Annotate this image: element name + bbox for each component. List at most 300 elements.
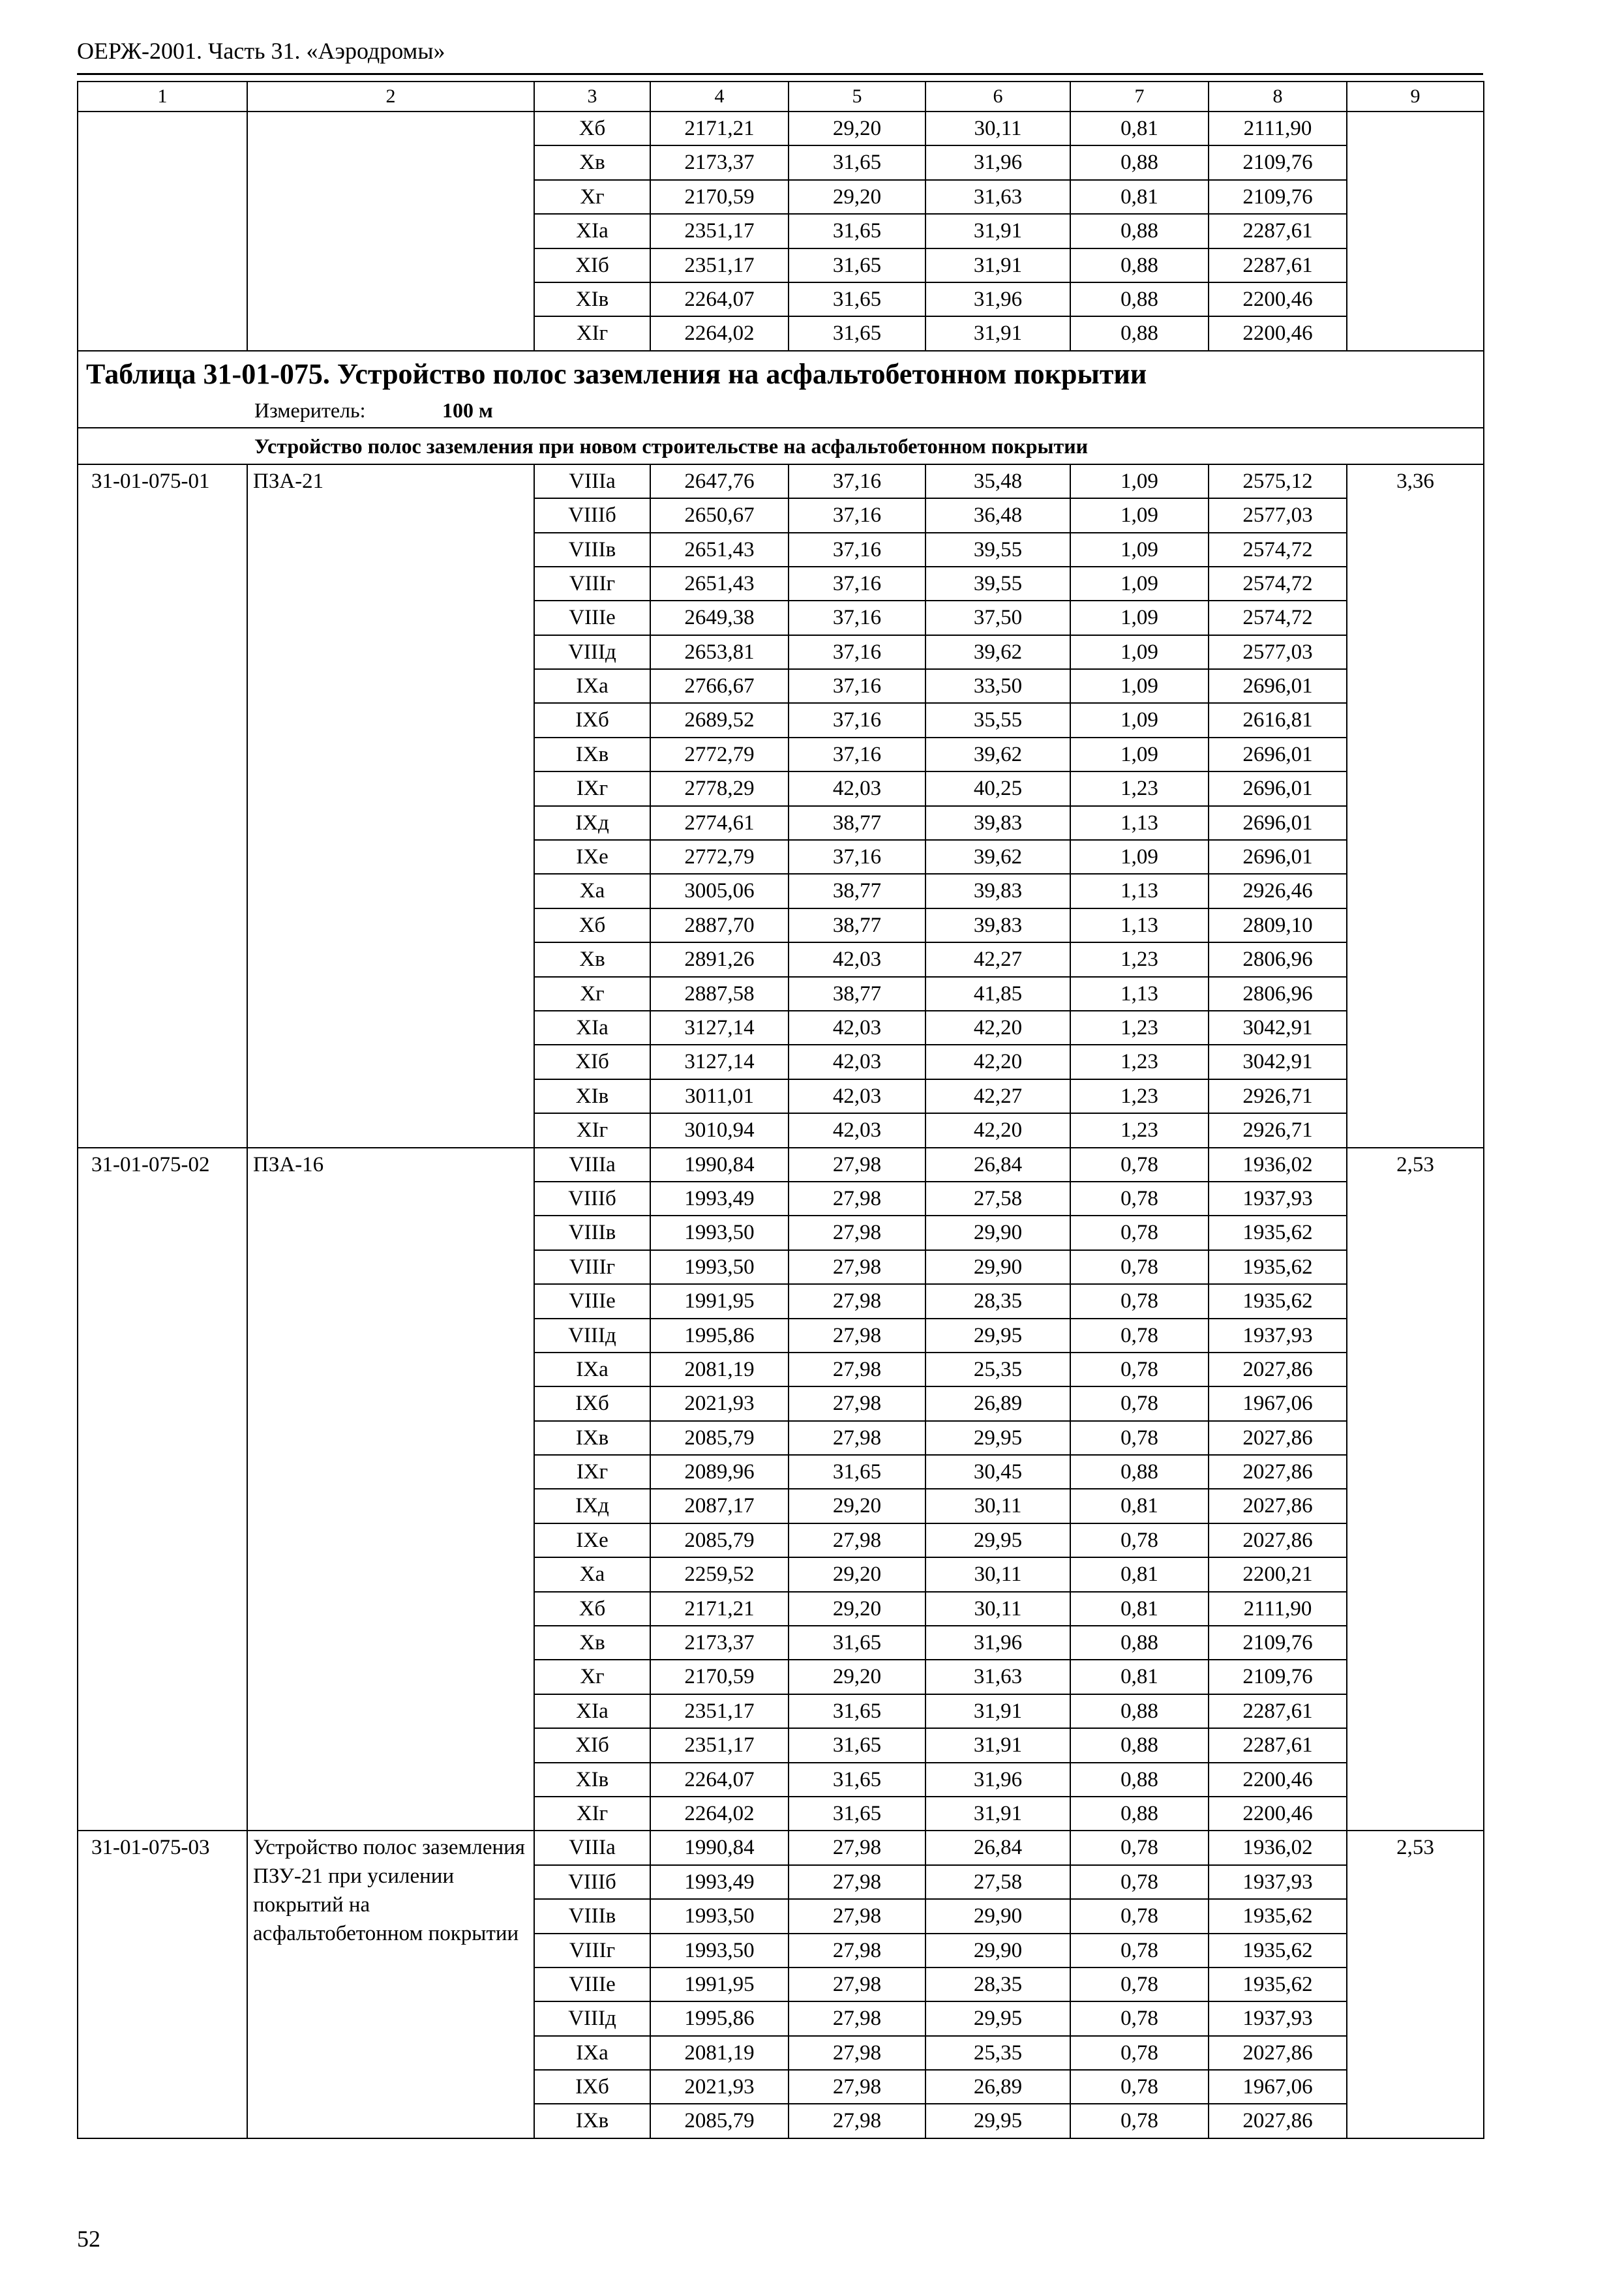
machinist-wages-cell: 1,09 [1070, 498, 1209, 532]
total-cost-cell: 1990,84 [650, 1831, 789, 1864]
materials-cell: 1967,06 [1209, 2070, 1347, 2104]
machines-cell: 27,58 [925, 1182, 1070, 1216]
unit-line [86, 397, 1483, 427]
zone-cell: IXа [534, 669, 650, 703]
materials-cell: 1937,93 [1209, 1319, 1347, 1353]
zone-cell: VIIIг [534, 1250, 650, 1284]
machines-cell: 39,83 [925, 874, 1070, 908]
total-cost-cell: 2081,19 [650, 1353, 789, 1386]
name-cell: Устройство полос заземления ПЗУ-21 при усилении покрытий на асфальтобетонном покрытии [247, 1831, 534, 2138]
wages-cell: 27,98 [789, 1353, 925, 1386]
running-header: ОЕРЖ-2001. Часть 31. «Аэродромы» [77, 38, 445, 64]
wages-cell: 42,03 [789, 1113, 925, 1147]
wages-cell: 37,16 [789, 601, 925, 635]
total-cost-cell: 3010,94 [650, 1113, 789, 1147]
column-number: 1 [78, 82, 247, 112]
machines-cell: 39,62 [925, 635, 1070, 669]
wages-cell: 31,65 [789, 316, 925, 350]
machinist-wages-cell: 1,13 [1070, 874, 1209, 908]
wages-cell: 27,98 [789, 2104, 925, 2138]
table-row [78, 1148, 1484, 1182]
header-rule [77, 73, 1483, 75]
machines-cell: 30,11 [925, 1592, 1070, 1626]
zone-cell: Xб [534, 112, 650, 145]
machines-cell: 42,27 [925, 1079, 1070, 1113]
zone-cell: XIв [534, 1079, 650, 1113]
wages-cell: 37,16 [789, 498, 925, 532]
code-cell [78, 112, 247, 351]
machines-cell: 30,11 [925, 112, 1070, 145]
wages-cell: 27,98 [789, 2070, 925, 2104]
zone-cell: VIIIг [534, 567, 650, 601]
materials-cell: 1967,06 [1209, 1386, 1347, 1420]
machinist-wages-cell: 1,09 [1070, 840, 1209, 874]
total-cost-cell: 2647,76 [650, 464, 789, 498]
total-cost-cell: 2264,07 [650, 282, 789, 316]
machinist-wages-cell: 1,13 [1070, 977, 1209, 1011]
machinist-wages-cell: 0,88 [1070, 1728, 1209, 1762]
column-number-row [78, 82, 1484, 112]
materials-cell: 2027,86 [1209, 1353, 1347, 1386]
zone-cell: VIIIа [534, 1831, 650, 1864]
machinist-wages-cell: 0,78 [1070, 1967, 1209, 2001]
wages-cell: 29,20 [789, 180, 925, 214]
zone-cell: IXг [534, 771, 650, 805]
machines-cell: 31,96 [925, 1626, 1070, 1660]
materials-cell: 2696,01 [1209, 738, 1347, 771]
wages-cell: 42,03 [789, 771, 925, 805]
total-cost-cell: 1993,49 [650, 1182, 789, 1216]
total-cost-cell: 2264,02 [650, 1797, 789, 1831]
materials-cell: 1935,62 [1209, 1967, 1347, 2001]
machinist-wages-cell: 1,23 [1070, 1045, 1209, 1079]
wages-cell: 27,98 [789, 1899, 925, 1933]
materials-cell: 1935,62 [1209, 1934, 1347, 1967]
zone-cell: IXв [534, 1421, 650, 1455]
total-cost-cell: 2259,52 [650, 1557, 789, 1591]
machines-cell: 26,84 [925, 1831, 1070, 1864]
column-number: 7 [1070, 82, 1209, 112]
zone-cell: VIIIб [534, 1865, 650, 1899]
rates-table [77, 81, 1484, 2139]
machinist-wages-cell: 0,88 [1070, 1763, 1209, 1797]
labor-cell: 2,53 [1347, 1148, 1484, 1831]
wages-cell: 37,16 [789, 464, 925, 498]
total-cost-cell: 2778,29 [650, 771, 789, 805]
zone-cell: IXд [534, 1489, 650, 1523]
wages-cell: 37,16 [789, 669, 925, 703]
machinist-wages-cell: 1,13 [1070, 908, 1209, 942]
materials-cell: 2200,46 [1209, 1763, 1347, 1797]
materials-cell: 2926,71 [1209, 1113, 1347, 1147]
machinist-wages-cell: 1,09 [1070, 464, 1209, 498]
machines-cell: 29,95 [925, 1421, 1070, 1455]
total-cost-cell: 2891,26 [650, 942, 789, 976]
unit-value: 100 м [442, 398, 493, 422]
machinist-wages-cell: 0,81 [1070, 1489, 1209, 1523]
zone-cell: Xв [534, 145, 650, 179]
wages-cell: 42,03 [789, 1079, 925, 1113]
total-cost-cell: 2689,52 [650, 703, 789, 737]
machines-cell: 31,63 [925, 180, 1070, 214]
wages-cell: 27,98 [789, 1182, 925, 1216]
wages-cell: 27,98 [789, 1319, 925, 1353]
machinist-wages-cell: 1,09 [1070, 669, 1209, 703]
page-number: 52 [77, 2226, 100, 2252]
machines-cell: 28,35 [925, 1967, 1070, 2001]
machinist-wages-cell: 0,78 [1070, 1353, 1209, 1386]
machines-cell: 42,20 [925, 1045, 1070, 1079]
zone-cell: XIб [534, 1045, 650, 1079]
zone-cell: Xв [534, 942, 650, 976]
machinist-wages-cell: 1,23 [1070, 1011, 1209, 1045]
machines-cell: 29,90 [925, 1216, 1070, 1249]
machinist-wages-cell: 0,78 [1070, 1865, 1209, 1899]
wages-cell: 27,98 [789, 1250, 925, 1284]
materials-cell: 2287,61 [1209, 248, 1347, 282]
materials-cell: 2809,10 [1209, 908, 1347, 942]
wages-cell: 42,03 [789, 1011, 925, 1045]
wages-cell: 37,16 [789, 567, 925, 601]
wages-cell: 42,03 [789, 1045, 925, 1079]
machinist-wages-cell: 0,78 [1070, 1386, 1209, 1420]
total-cost-cell: 1995,86 [650, 2001, 789, 2035]
machines-cell: 31,96 [925, 282, 1070, 316]
section-title-row [78, 428, 1484, 464]
total-cost-cell: 1991,95 [650, 1284, 789, 1318]
code-cell: 31-01-075-02 [78, 1148, 247, 1831]
code-cell: 31-01-075-01 [78, 464, 247, 1148]
machines-cell: 29,95 [925, 1523, 1070, 1557]
total-cost-cell: 1993,50 [650, 1216, 789, 1249]
machines-cell: 27,58 [925, 1865, 1070, 1899]
materials-cell: 3042,91 [1209, 1011, 1347, 1045]
column-number: 3 [534, 82, 650, 112]
zone-cell: IXв [534, 2104, 650, 2138]
wages-cell: 27,98 [789, 1934, 925, 1967]
wages-cell: 27,98 [789, 1831, 925, 1864]
materials-cell: 1935,62 [1209, 1899, 1347, 1933]
name-cell: ПЗА-16 [247, 1148, 534, 1831]
total-cost-cell: 2170,59 [650, 180, 789, 214]
labor-cell: 3,36 [1347, 464, 1484, 1148]
materials-cell: 2200,46 [1209, 1797, 1347, 1831]
total-cost-cell: 3005,06 [650, 874, 789, 908]
zone-cell: VIIIд [534, 2001, 650, 2035]
materials-cell: 1937,93 [1209, 1182, 1347, 1216]
machinist-wages-cell: 0,78 [1070, 1831, 1209, 1864]
column-number: 4 [650, 82, 789, 112]
machines-cell: 29,95 [925, 1319, 1070, 1353]
machinist-wages-cell: 0,78 [1070, 2070, 1209, 2104]
column-number: 6 [925, 82, 1070, 112]
machinist-wages-cell: 0,88 [1070, 1694, 1209, 1728]
wages-cell: 27,98 [789, 1148, 925, 1182]
total-cost-cell: 2887,58 [650, 977, 789, 1011]
wages-cell: 29,20 [789, 1592, 925, 1626]
machinist-wages-cell: 0,88 [1070, 1797, 1209, 1831]
machinist-wages-cell: 0,78 [1070, 1319, 1209, 1353]
machines-cell: 31,96 [925, 1763, 1070, 1797]
machines-cell: 31,63 [925, 1660, 1070, 1694]
table-row [78, 112, 1484, 145]
zone-cell: XIв [534, 1763, 650, 1797]
machinist-wages-cell: 0,78 [1070, 2036, 1209, 2070]
zone-cell: IXг [534, 1455, 650, 1489]
wages-cell: 38,77 [789, 908, 925, 942]
machinist-wages-cell: 1,09 [1070, 533, 1209, 567]
materials-cell: 2926,46 [1209, 874, 1347, 908]
table-title: Таблица 31-01-075. Устройство полос заземления на асфальтобетонном покрытии [86, 357, 1147, 390]
total-cost-cell: 2772,79 [650, 840, 789, 874]
code-cell: 31-01-075-03 [78, 1831, 247, 2138]
total-cost-cell: 2650,67 [650, 498, 789, 532]
total-cost-cell: 2264,02 [650, 316, 789, 350]
zone-cell: Xа [534, 874, 650, 908]
materials-cell: 2109,76 [1209, 1660, 1347, 1694]
wages-cell: 37,16 [789, 738, 925, 771]
machines-cell: 31,91 [925, 1728, 1070, 1762]
materials-cell: 2027,86 [1209, 1455, 1347, 1489]
machines-cell: 29,95 [925, 2001, 1070, 2035]
machinist-wages-cell: 0,88 [1070, 214, 1209, 248]
column-number: 9 [1347, 82, 1484, 112]
machinist-wages-cell: 1,09 [1070, 703, 1209, 737]
zone-cell: IXд [534, 806, 650, 840]
zone-cell: VIIIд [534, 1319, 650, 1353]
table-row [78, 464, 1484, 498]
materials-cell: 2200,21 [1209, 1557, 1347, 1591]
materials-cell: 2574,72 [1209, 601, 1347, 635]
machinist-wages-cell: 1,09 [1070, 567, 1209, 601]
materials-cell: 2111,90 [1209, 112, 1347, 145]
column-number: 8 [1209, 82, 1347, 112]
machinist-wages-cell: 1,23 [1070, 1113, 1209, 1147]
materials-cell: 2806,96 [1209, 977, 1347, 1011]
zone-cell: IXа [534, 2036, 650, 2070]
materials-cell: 1937,93 [1209, 1865, 1347, 1899]
total-cost-cell: 2085,79 [650, 1523, 789, 1557]
machinist-wages-cell: 0,88 [1070, 248, 1209, 282]
wages-cell: 27,98 [789, 1216, 925, 1249]
machinist-wages-cell: 0,78 [1070, 2001, 1209, 2035]
machines-cell: 25,35 [925, 1353, 1070, 1386]
materials-cell: 2696,01 [1209, 669, 1347, 703]
wages-cell: 31,65 [789, 1797, 925, 1831]
zone-cell: Xв [534, 1626, 650, 1660]
wages-cell: 31,65 [789, 214, 925, 248]
zone-cell: VIIIе [534, 601, 650, 635]
total-cost-cell: 2021,93 [650, 2070, 789, 2104]
materials-cell: 2926,71 [1209, 1079, 1347, 1113]
materials-cell: 2287,61 [1209, 1694, 1347, 1728]
zone-cell: VIIIв [534, 533, 650, 567]
machines-cell: 30,45 [925, 1455, 1070, 1489]
machines-cell: 41,85 [925, 977, 1070, 1011]
zone-cell: VIIIа [534, 464, 650, 498]
total-cost-cell: 2087,17 [650, 1489, 789, 1523]
total-cost-cell: 2649,38 [650, 601, 789, 635]
machinist-wages-cell: 0,81 [1070, 180, 1209, 214]
materials-cell: 2027,86 [1209, 1489, 1347, 1523]
materials-cell: 2200,46 [1209, 316, 1347, 350]
machines-cell: 37,50 [925, 601, 1070, 635]
zone-cell: XIв [534, 282, 650, 316]
machines-cell: 31,91 [925, 214, 1070, 248]
total-cost-cell: 1991,95 [650, 1967, 789, 2001]
zone-cell: VIIIв [534, 1899, 650, 1933]
materials-cell: 2109,76 [1209, 180, 1347, 214]
total-cost-cell: 3127,14 [650, 1011, 789, 1045]
machinist-wages-cell: 0,78 [1070, 2104, 1209, 2138]
zone-cell: VIIIг [534, 1934, 650, 1967]
machines-cell: 31,91 [925, 316, 1070, 350]
zone-cell: XIг [534, 316, 650, 350]
machines-cell: 42,27 [925, 942, 1070, 976]
machines-cell: 25,35 [925, 2036, 1070, 2070]
wages-cell: 31,65 [789, 1694, 925, 1728]
materials-cell: 2287,61 [1209, 214, 1347, 248]
name-cell [247, 112, 534, 351]
zone-cell: XIб [534, 1728, 650, 1762]
wages-cell: 31,65 [789, 1728, 925, 1762]
machinist-wages-cell: 0,78 [1070, 1216, 1209, 1249]
zone-cell: Xб [534, 1592, 650, 1626]
wages-cell: 37,16 [789, 703, 925, 737]
wages-cell: 38,77 [789, 806, 925, 840]
machinist-wages-cell: 1,23 [1070, 942, 1209, 976]
zone-cell: VIIIб [534, 1182, 650, 1216]
machines-cell: 29,90 [925, 1899, 1070, 1933]
wages-cell: 31,65 [789, 1763, 925, 1797]
unit-label: Измеритель: [254, 398, 366, 422]
labor-cell: 2,53 [1347, 1831, 1484, 2138]
machines-cell: 39,62 [925, 738, 1070, 771]
machinist-wages-cell: 1,13 [1070, 806, 1209, 840]
wages-cell: 31,65 [789, 1455, 925, 1489]
machinist-wages-cell: 0,81 [1070, 1557, 1209, 1591]
wages-cell: 31,65 [789, 282, 925, 316]
machinist-wages-cell: 0,78 [1070, 1934, 1209, 1967]
machines-cell: 29,95 [925, 2104, 1070, 2138]
zone-cell: Xб [534, 908, 650, 942]
machines-cell: 35,55 [925, 703, 1070, 737]
materials-cell: 2574,72 [1209, 567, 1347, 601]
machines-cell: 29,90 [925, 1934, 1070, 1967]
materials-cell: 2027,86 [1209, 1421, 1347, 1455]
zone-cell: Xг [534, 180, 650, 214]
zone-cell: IXб [534, 2070, 650, 2104]
machinist-wages-cell: 0,78 [1070, 1523, 1209, 1557]
wages-cell: 29,20 [789, 1489, 925, 1523]
total-cost-cell: 1993,50 [650, 1899, 789, 1933]
wages-cell: 29,20 [789, 112, 925, 145]
machines-cell: 26,89 [925, 1386, 1070, 1420]
total-cost-cell: 2651,43 [650, 533, 789, 567]
wages-cell: 27,98 [789, 2001, 925, 2035]
zone-cell: IXв [534, 738, 650, 771]
zone-cell: XIб [534, 248, 650, 282]
table-title-row [78, 351, 1484, 428]
materials-cell: 1936,02 [1209, 1831, 1347, 1864]
wages-cell: 38,77 [789, 977, 925, 1011]
materials-cell: 2616,81 [1209, 703, 1347, 737]
materials-cell: 2696,01 [1209, 806, 1347, 840]
materials-cell: 2806,96 [1209, 942, 1347, 976]
wages-cell: 27,98 [789, 1386, 925, 1420]
total-cost-cell: 2264,07 [650, 1763, 789, 1797]
section-title: Устройство полос заземления при новом строительстве на асфальтобетонном покрытии [78, 428, 1484, 464]
total-cost-cell: 1993,50 [650, 1934, 789, 1967]
total-cost-cell: 2173,37 [650, 1626, 789, 1660]
zone-cell: Xг [534, 977, 650, 1011]
total-cost-cell: 1993,50 [650, 1250, 789, 1284]
machinist-wages-cell: 0,78 [1070, 1182, 1209, 1216]
total-cost-cell: 2170,59 [650, 1660, 789, 1694]
name-cell: ПЗА-21 [247, 464, 534, 1148]
total-cost-cell: 1995,86 [650, 1319, 789, 1353]
materials-cell: 3042,91 [1209, 1045, 1347, 1079]
total-cost-cell: 2766,67 [650, 669, 789, 703]
zone-cell: IXб [534, 703, 650, 737]
machines-cell: 35,48 [925, 464, 1070, 498]
machinist-wages-cell: 1,09 [1070, 601, 1209, 635]
wages-cell: 29,20 [789, 1557, 925, 1591]
total-cost-cell: 2171,21 [650, 112, 789, 145]
wages-cell: 31,65 [789, 1626, 925, 1660]
materials-cell: 1935,62 [1209, 1284, 1347, 1318]
total-cost-cell: 2351,17 [650, 1694, 789, 1728]
wages-cell: 29,20 [789, 1660, 925, 1694]
wages-cell: 27,98 [789, 1865, 925, 1899]
zone-cell: Xг [534, 1660, 650, 1694]
machinist-wages-cell: 0,88 [1070, 145, 1209, 179]
zone-cell: Xа [534, 1557, 650, 1591]
machines-cell: 39,83 [925, 806, 1070, 840]
machinist-wages-cell: 1,09 [1070, 738, 1209, 771]
machinist-wages-cell: 0,78 [1070, 1148, 1209, 1182]
machines-cell: 31,91 [925, 1694, 1070, 1728]
machines-cell: 39,55 [925, 567, 1070, 601]
machines-cell: 39,55 [925, 533, 1070, 567]
materials-cell: 2696,01 [1209, 771, 1347, 805]
zone-cell: VIIIб [534, 498, 650, 532]
machines-cell: 40,25 [925, 771, 1070, 805]
zone-cell: XIа [534, 1011, 650, 1045]
wages-cell: 42,03 [789, 942, 925, 976]
machines-cell: 31,96 [925, 145, 1070, 179]
materials-cell: 2109,76 [1209, 145, 1347, 179]
wages-cell: 27,98 [789, 2036, 925, 2070]
zone-cell: IXе [534, 1523, 650, 1557]
materials-cell: 2577,03 [1209, 635, 1347, 669]
materials-cell: 1936,02 [1209, 1148, 1347, 1182]
machinist-wages-cell: 0,88 [1070, 282, 1209, 316]
machines-cell: 39,62 [925, 840, 1070, 874]
machinist-wages-cell: 1,23 [1070, 771, 1209, 805]
machinist-wages-cell: 0,81 [1070, 1592, 1209, 1626]
wages-cell: 31,65 [789, 145, 925, 179]
zone-cell: VIIIе [534, 1284, 650, 1318]
total-cost-cell: 2173,37 [650, 145, 789, 179]
materials-cell: 2200,46 [1209, 282, 1347, 316]
machines-cell: 26,89 [925, 2070, 1070, 2104]
wages-cell: 37,16 [789, 635, 925, 669]
materials-cell: 1935,62 [1209, 1216, 1347, 1249]
items-block [78, 464, 1484, 2138]
total-cost-cell: 2171,21 [650, 1592, 789, 1626]
total-cost-cell: 2887,70 [650, 908, 789, 942]
